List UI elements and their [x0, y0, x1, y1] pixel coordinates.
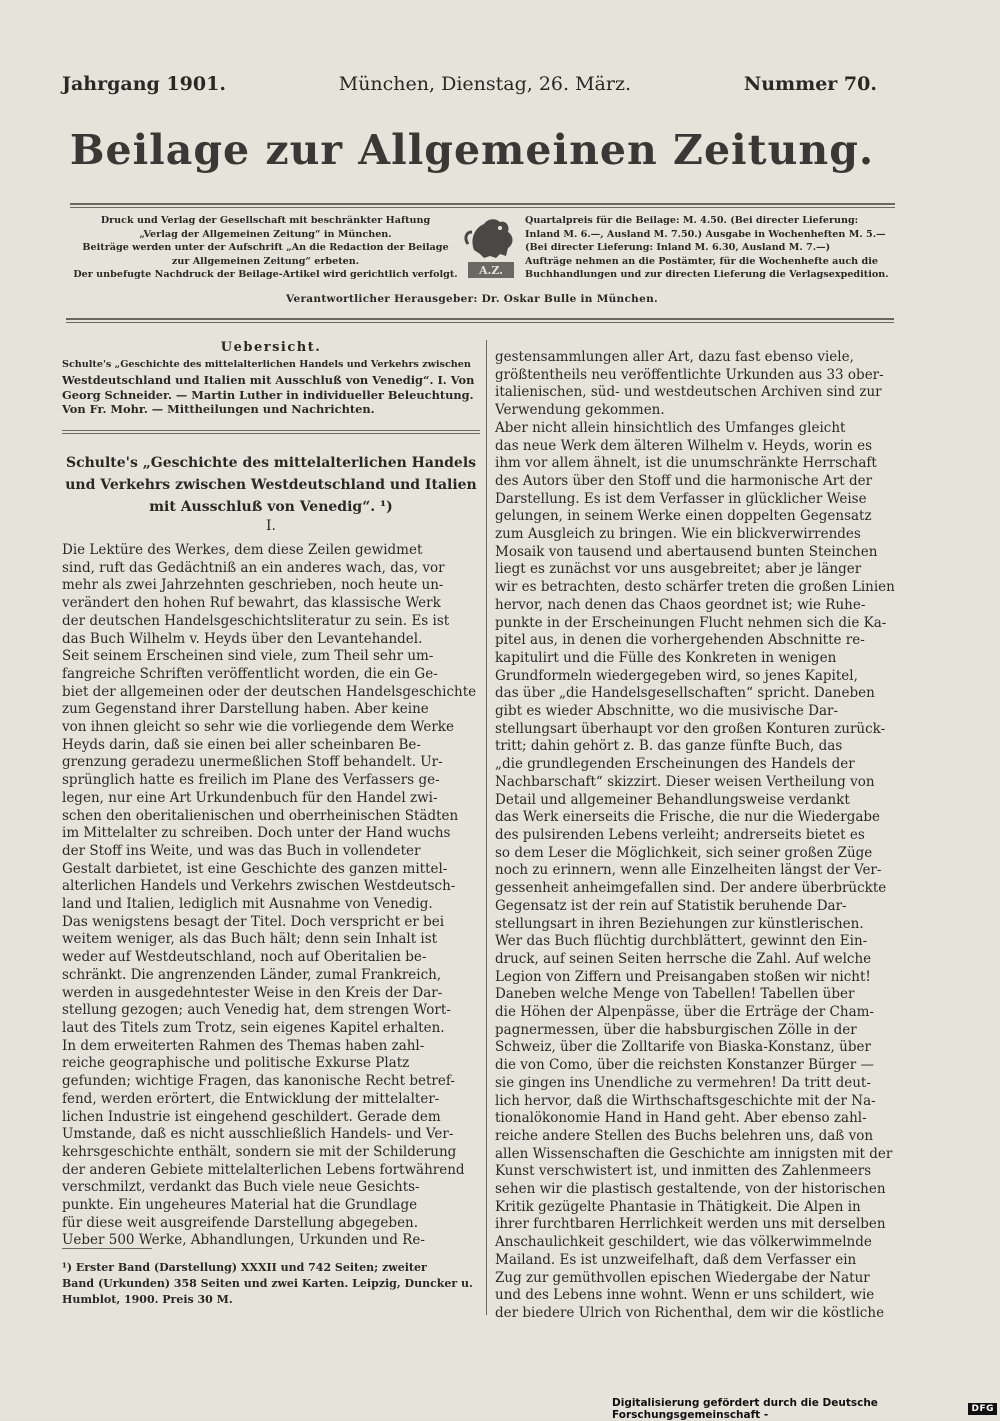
heading-line: und Verkehrs zwischen Westdeutschland und Italien [65, 477, 477, 493]
overview-line: Von Fr. Mohr. — Mittheilungen und Nachrichten. [62, 402, 375, 417]
text-line: zum Gegenstand ihrer Darstellung haben. Aber keine [62, 701, 429, 718]
text-line: schen den oberitalienischen und oberrheinischen Städten [62, 807, 459, 824]
imprint-right-line: Quartalpreis für die Beilage: M. 4.50. (Bei directer Lieferung: [525, 215, 859, 226]
text-line: stellungsart in ihren Beziehungen zur künstlerischen. [495, 915, 864, 932]
title-rule [70, 203, 895, 205]
text-line: sprünglich hatte es freilich im Plane des Verfassers ge- [62, 772, 440, 789]
text-line: wir es betrachten, desto schärfer treten die großen Linien [495, 579, 895, 596]
imprint-left-line: „Verlag der Allgemeinen Zeitung“ in München. [139, 228, 392, 240]
text-line: mehr als zwei Jahrzehnten geschrieben, noch heute un- [62, 577, 444, 594]
imprint-right-line: Buchhandlungen und zur directen Lieferung die Verlagsexpedition. [525, 269, 889, 281]
text-line: noch zu erinnern, wenn alle Einzelheiten längst der Ver- [495, 862, 882, 879]
text-line: allen Wissenschaften die Geschichte am innigsten mit der [495, 1145, 893, 1162]
text-line: hervor, nach denen das Chaos geordnet ist; wie Ruhe- [495, 596, 866, 613]
text-line: reiche andere Stellen des Buchs belehren uns, daß von [495, 1127, 874, 1144]
text-line: im Mittelalter zu schreiben. Doch unter der Hand wuchs [62, 825, 451, 842]
text-line: land und Italien, lediglich mit Ausnahme von Venedig. [62, 896, 433, 913]
footnote [62, 1260, 480, 1308]
imprint-right-line: (Bei directer Lieferung: Inland M. 6.30, Ausland M. 7.—) [525, 242, 831, 254]
text-line: der Stoff ins Weite, und was das Buch in vollendeter [62, 842, 421, 859]
text-line: kapitulirt und die Fülle des Konkreten in wenigen [495, 649, 837, 666]
text-line: Verwendung gekommen. [495, 402, 665, 419]
imprint-left-line: zur Allgemeinen Zeitung“ erbeten. [171, 255, 360, 267]
heading-line: mit Ausschluß von Venedig“. ¹) [149, 499, 393, 515]
article-body-left [62, 542, 480, 1250]
imprint-right-line: Inland M. 6.—, Ausland M. 7.50.) Ausgabe in Wochenheften M. 5.— [525, 228, 886, 240]
text-line: des Autors über den Stoff und die harmonische Art der [495, 472, 873, 489]
footnote-line: Band (Urkunden) 358 Seiten und zwei Karten. Leipzig, Duncker u. [62, 1277, 473, 1290]
text-line: Seit seinem Erscheinen sind viele, zum Theil sehr um- [62, 648, 434, 665]
footnote-line: Humblot, 1900. Preis 30 M. [62, 1293, 233, 1306]
text-line: der anderen Gebiete mittelalterlichen Lebens fortwährend [62, 1161, 465, 1178]
overview-line: Westdeutschland und Italien mit Ausschluß von Venedig“. I. Von [62, 372, 475, 387]
text-line: Kritik gezügelte Phantasie in Thätigkeit. Die Alpen in [495, 1198, 861, 1215]
text-line: die von Como, über die reichsten Konstanzer Bürger — [495, 1057, 875, 1074]
text-line: gelungen, in seinem Werke einen doppelten Gegensatz [495, 508, 872, 525]
text-line: verändert den hohen Ruf bewahrt, das klassische Werk [62, 595, 441, 612]
text-line: Darstellung. Es ist dem Verfasser in glücklicher Weise [495, 490, 867, 507]
text-line: Aber nicht allein hinsichtlich des Umfanges gleicht [495, 419, 846, 436]
text-line: druck, auf seinen Seiten herrsche die Zahl. Auf welche [495, 950, 872, 967]
text-line: weder auf Westdeutschland, noch auf Oberitalien be- [62, 949, 427, 966]
section-number: I. [266, 518, 276, 534]
text-line: grenzung geradezu unermeßlichen Stoff behandelt. Ur- [62, 754, 443, 771]
text-line: lichen Industrie ist eingehend geschildert. Gerade dem [62, 1108, 441, 1125]
overview-box [62, 338, 480, 417]
text-line: und des Lebens inne wohnt. Wenn er uns schildert, wie [495, 1287, 875, 1304]
text-line: italienischen, süd- und westdeutschen Archiven sind zur [495, 384, 882, 401]
text-line: gessenheit anheimgefallen sind. Der andere überbrückte [495, 880, 887, 897]
overview-body [62, 358, 480, 417]
text-line: Das wenigstens besagt der Titel. Doch verspricht er bei [62, 913, 445, 930]
text-line: das Werk einerseits die Frische, die nur die Wiedergabe [495, 809, 881, 826]
text-line: sehen wir die plastisch gestaltende, von der historischen [495, 1181, 886, 1198]
text-line: die Höhen der Alpenpässe, über die Erträge der Cham- [495, 1004, 874, 1021]
text-line: pitel aus, in denen die vorhergehenden Abschnitte re- [495, 632, 865, 649]
text-line: tionalökonomie Hand in Hand geht. Aber ebenso zahl- [495, 1110, 867, 1127]
text-line: fangreiche Schriften veröffentlicht worden, die ein Ge- [62, 665, 438, 682]
footnote-rule [62, 1248, 152, 1249]
overview-line: Georg Schneider. — Martin Luther in individueller Beleuchtung. [62, 387, 474, 402]
text-line: pagnermessen, über die habsburgischen Zölle in der [495, 1021, 857, 1038]
imprint-left-line: Druck und Verlag der Gesellschaft mit beschränkter Haftung [100, 215, 431, 226]
article-body-right [495, 349, 895, 1323]
text-line: lich hervor, daß die Wirthschaftsgeschichte mit der Na- [495, 1092, 876, 1109]
overview-line: Schulte's „Geschichte des mittelalterlichen Handels und Verkehrs zwischen [62, 359, 471, 370]
text-line: Daneben welche Menge von Tabellen! Tabellen über [495, 986, 855, 1003]
header-rule [66, 318, 894, 320]
text-line: verschmilzt, verdankt das Buch viele neue Gesichts- [62, 1179, 420, 1196]
text-line: Mosaik von tausend und abertausend bunten Steinchen [495, 543, 878, 560]
text-line: der deutschen Handelsgeschichtsliteratur zu sein. Es ist [62, 612, 450, 629]
text-line: Die Lektüre des Werkes, dem diese Zeilen gewidmet [62, 542, 423, 558]
text-line: das Buch Wilhelm v. Heyds über den Levantehandel. [62, 630, 423, 647]
title-rule-thin [70, 207, 895, 208]
text-line: In dem erweiterten Rahmen des Themas haben zahl- [62, 1037, 425, 1054]
text-line: schränkt. Die angrenzenden Länder, zumal Frankreich, [62, 966, 442, 983]
imprint-left [68, 214, 463, 282]
text-line: größtentheils neu veröffentlichte Urkunden aus 33 ober- [495, 366, 884, 383]
header-rule-thin [66, 322, 894, 323]
emblem-text: A.Z. [478, 264, 504, 277]
text-line: reiche geographische und politische Exkurse Platz [62, 1055, 410, 1072]
text-line: Heyds darin, daß sie einen bei aller scheinbaren Be- [62, 736, 421, 753]
text-line: „die grundlegenden Erscheinungen des Handels der [495, 756, 855, 773]
text-line: tritt; dahin gehört z. B. das ganze fünfte Buch, das [495, 738, 843, 755]
text-line: so dem Leser die Möglichkeit, sich seiner großen Züge [495, 844, 873, 861]
text-line: Grundformeln wiedergegeben wird, so jenes Kapitel, [495, 667, 858, 684]
text-line: Gegensatz ist der rein auf Statistik beruhende Dar- [495, 897, 847, 914]
text-line: Ueber 500 Werke, Abhandlungen, Urkunden und Re- [62, 1232, 425, 1249]
text-line: sind, ruft das Gedächtniß an ein anderes wach, das, vor [62, 559, 445, 576]
text-line: gestensammlungen aller Art, dazu fast ebenso viele, [495, 349, 854, 365]
text-line: liegt es zunächst vor uns ausgebreitet; aber je länger [495, 561, 862, 578]
imprint-right [525, 214, 897, 282]
text-line: laut des Titels zum Trotz, sein eigenes Kapitel erhalten. [62, 1019, 445, 1036]
text-line: punkte in der Erscheinungen Flucht nehmen sich die Ka- [495, 614, 887, 631]
overview-rule [62, 430, 480, 431]
text-line: Schweiz, über die Zolltarife von Biaska-Konstanz, über [495, 1039, 871, 1056]
text-line: ihm vor allem ähnelt, ist die unumschränkte Herrschaft [495, 455, 877, 472]
text-line: stellung gezogen; auch Venedig hat, dem strengen Wort- [62, 1002, 451, 1019]
masthead-row [62, 70, 877, 98]
text-line: des pulsirenden Lebens verleiht; andrerseits bietet es [495, 826, 865, 843]
text-line: für diese weit ausgreifende Darstellung abgegeben. [62, 1214, 419, 1231]
imprint-left-line: Der unbefugte Nachdruck der Beilage-Artikel wird gerichtlich verfolgt. [73, 269, 458, 281]
text-line: stellungsart überhaupt vor den großen Konturen zurück- [495, 720, 886, 737]
place-date: München, Dienstag, 26. März. [338, 73, 632, 95]
newspaper-title: Beilage zur Allgemeinen Zeitung. [69, 126, 875, 174]
text-line: Nachbarschaft“ skizzirt. Dieser weisen Vertheilung von [495, 773, 875, 790]
imprint-left-line: Beiträge werden unter der Aufschrift „An die Redaction der Beilage [82, 242, 449, 254]
volume-label: Jahrgang 1901. [62, 73, 226, 95]
text-line: punkte. Ein ungeheures Material hat die Grundlage [62, 1197, 418, 1214]
text-line: das über „die Handelsgesellschaften“ spricht. Daneben [495, 685, 875, 702]
text-line: Legion von Ziffern und Preisangaben stoßen wir nicht! [495, 968, 871, 985]
text-line: gefunden; wichtige Fragen, das kanonische Recht betref- [62, 1073, 455, 1090]
text-line: Anschaulichkeit geschildert, wie das völkerwimmelnde [495, 1234, 872, 1251]
text-line: sie gingen ins Unendliche zu vermehren! Da tritt deut- [495, 1074, 871, 1091]
text-line: werden in ausgedehntester Weise in den Kreis der Dar- [62, 984, 443, 1001]
text-line: ihrer furchtbaren Herrlichkeit werden uns mit derselben [495, 1216, 886, 1233]
overview-rule-2 [62, 433, 480, 434]
text-line: legen, nur eine Art Urkundenbuch für den Handel zwi- [62, 789, 438, 806]
text-line: alterlichen Handels und Verkehrs zwischen Westdeutsch- [62, 878, 456, 895]
issue-number: Nummer 70. [743, 73, 877, 95]
text-line: kehrsgeschichte enthält, sondern sie mit der Schilderung [62, 1143, 457, 1160]
text-line: von ihnen gleicht so sehr wie die vorliegende dem Werke [62, 719, 454, 736]
heading-line: Schulte's „Geschichte des mittelalterlichen Handels [65, 455, 477, 471]
text-line: Umstande, daß es nicht ausschließlich Handels- und Ver- [62, 1126, 454, 1143]
text-line: das neue Werk dem älteren Wilhelm v. Heyds, worin es [495, 437, 873, 454]
text-line: Zug zur gemüthvollen epischen Wiedergabe der Natur [495, 1269, 870, 1286]
editor-line: Verantwortlicher Herausgeber: Dr. Oskar Bulle in München. [286, 293, 658, 305]
text-line: Detail und allgemeiner Behandlungsweise verdankt [495, 791, 850, 808]
text-line: fend, werden erörtert, die Entwicklung der mittelalter- [62, 1090, 440, 1107]
footnote-line: ¹) Erster Band (Darstellung) XXXII und 742 Seiten; zweiter [62, 1261, 427, 1274]
text-line: zum Ausgleich zu bringen. Wie ein blickverwirrendes [495, 526, 861, 543]
overview-title: Uebersicht. [220, 340, 322, 355]
text-line: Wer das Buch flüchtig durchblättert, gewinnt den Ein- [495, 933, 868, 950]
text-line: der biedere Ulrich von Richenthal, dem wir die köstliche [495, 1304, 885, 1321]
text-line: weitem weniger, als das Buch hält; denn sein Inhalt ist [62, 931, 438, 948]
text-line: Gestalt darbietet, ist eine Geschichte des ganzen mittel- [62, 860, 448, 877]
footer-text: Digitalisierung gefördert durch die Deutsche Forschungsgemeinschaft - [612, 1397, 878, 1421]
dfg-logo: DFG [968, 1403, 997, 1415]
text-line: Mailand. Es ist unzweifelhaft, daß dem Verfasser ein [495, 1251, 857, 1268]
digitization-footer [612, 1397, 997, 1421]
column-divider [486, 340, 487, 1315]
lion-emblem-icon [460, 210, 522, 282]
text-line: biet der allgemeinen oder der deutschen Handelsgeschichte [62, 683, 477, 700]
imprint-right-line: Aufträge nehmen an die Postämter, für die Wochenhefte auch die [525, 255, 878, 267]
text-line: gibt es wieder Abschnitte, wo die musivische Dar- [495, 703, 839, 720]
article-heading [62, 452, 480, 518]
text-line: Kunst verschwistert ist, und inmitten des Zahlenmeers [495, 1163, 872, 1180]
